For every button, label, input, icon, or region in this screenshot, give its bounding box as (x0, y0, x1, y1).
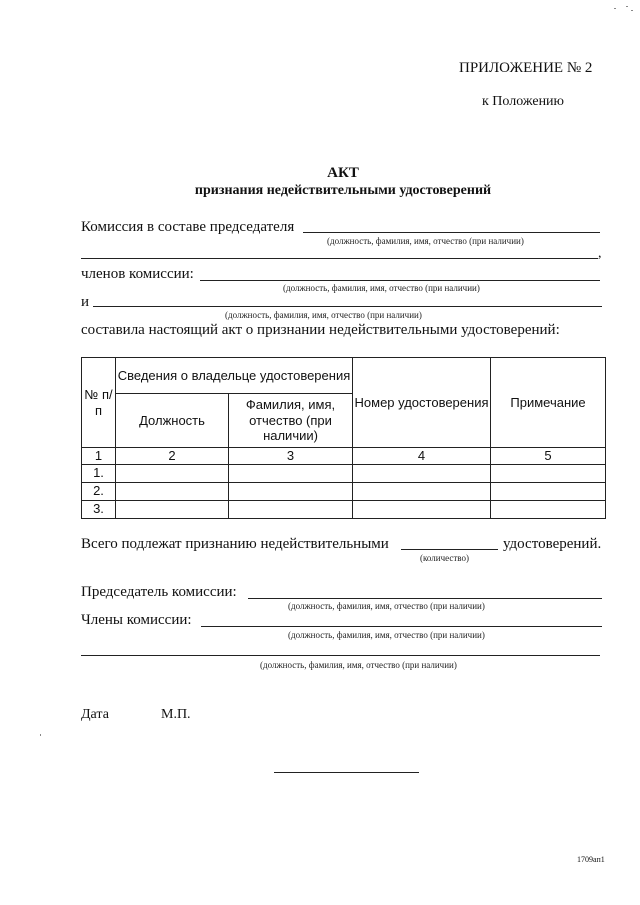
note-cell[interactable] (491, 482, 606, 500)
page-code: 1709ап1 (577, 855, 605, 864)
compiled-statement: составила настоящий акт о признании недействительными удостоверений: (81, 322, 560, 338)
note-cell[interactable] (491, 464, 606, 482)
chairman-signature-label: Председатель комиссии: (81, 584, 237, 600)
members-signature-hint: (должность, фамилия, имя, отчество (при наличии) (288, 630, 485, 640)
row-number: 1. (82, 464, 116, 482)
chairman-hint: (должность, фамилия, имя, отчество (при наличии) (327, 236, 524, 246)
fullname-cell[interactable] (229, 464, 353, 482)
index-row (82, 448, 606, 465)
index-cell: 1 (82, 448, 116, 465)
col-header-number: Номер удостоверения (353, 358, 491, 448)
col-header-num: № п/п (82, 358, 116, 448)
certificates-table (81, 357, 606, 519)
position-cell[interactable] (116, 482, 229, 500)
fullname-cell[interactable] (229, 500, 353, 518)
total-suffix: удостоверений. (503, 536, 602, 552)
seal-label: М.П. (161, 707, 191, 722)
members-hint: (должность, фамилия, имя, отчество (при наличии) (283, 283, 480, 293)
chairman-signature-hint: (должность, фамилия, имя, отчество (при наличии) (288, 601, 485, 611)
fullname-cell[interactable] (229, 482, 353, 500)
row-number: 3. (82, 500, 116, 518)
index-cell: 3 (229, 448, 353, 465)
chairman-signature-line[interactable] (248, 598, 602, 599)
total-label: Всего подлежат признанию недействительными (81, 536, 389, 552)
col-header-note: Примечание (491, 358, 606, 448)
chairman-blank-line[interactable] (303, 232, 600, 233)
comma: , (598, 246, 602, 261)
number-cell[interactable] (353, 500, 491, 518)
document-title: АКТ (327, 165, 359, 181)
number-cell[interactable] (353, 482, 491, 500)
total-hint: (количество) (420, 553, 469, 563)
chairman-continuation-line[interactable] (81, 258, 598, 259)
index-cell: 4 (353, 448, 491, 465)
signature-line[interactable] (274, 772, 419, 773)
index-cell: 5 (491, 448, 606, 465)
members-blank-line[interactable] (200, 280, 600, 281)
note-cell[interactable] (491, 500, 606, 518)
second-member-hint: (должность, фамилия, имя, отчество (при наличии) (225, 310, 422, 320)
regulation-reference: к Положению (482, 94, 565, 109)
members-signature-label: Члены комиссии: (81, 612, 192, 628)
col-header-owner: Сведения о владельце удостоверения (116, 358, 353, 394)
index-cell: 2 (116, 448, 229, 465)
date-label: Дата (81, 707, 109, 722)
and-label: и (81, 294, 90, 310)
number-cell[interactable] (353, 464, 491, 482)
members-signature-line-2[interactable] (81, 655, 600, 656)
document-subtitle: признания недействительными удостоверений (194, 183, 492, 198)
col-header-fullname: Фамилия, имя, отчество (при наличии) (229, 394, 353, 448)
members-signature-hint-2: (должность, фамилия, имя, отчество (при наличии) (260, 660, 457, 670)
position-cell[interactable] (116, 464, 229, 482)
commission-label: Комиссия в составе председателя (81, 219, 295, 235)
second-member-blank-line[interactable] (93, 306, 602, 307)
position-cell[interactable] (116, 500, 229, 518)
col-header-position: Должность (116, 394, 229, 448)
total-count-blank[interactable] (401, 549, 498, 550)
row-number: 2. (82, 482, 116, 500)
members-signature-line[interactable] (201, 626, 602, 627)
table-row (82, 500, 606, 518)
members-label: членов комиссии: (81, 266, 194, 282)
appendix-number: ПРИЛОЖЕНИЕ № 2 (459, 60, 593, 76)
table-row (82, 482, 606, 500)
table-row (82, 464, 606, 482)
